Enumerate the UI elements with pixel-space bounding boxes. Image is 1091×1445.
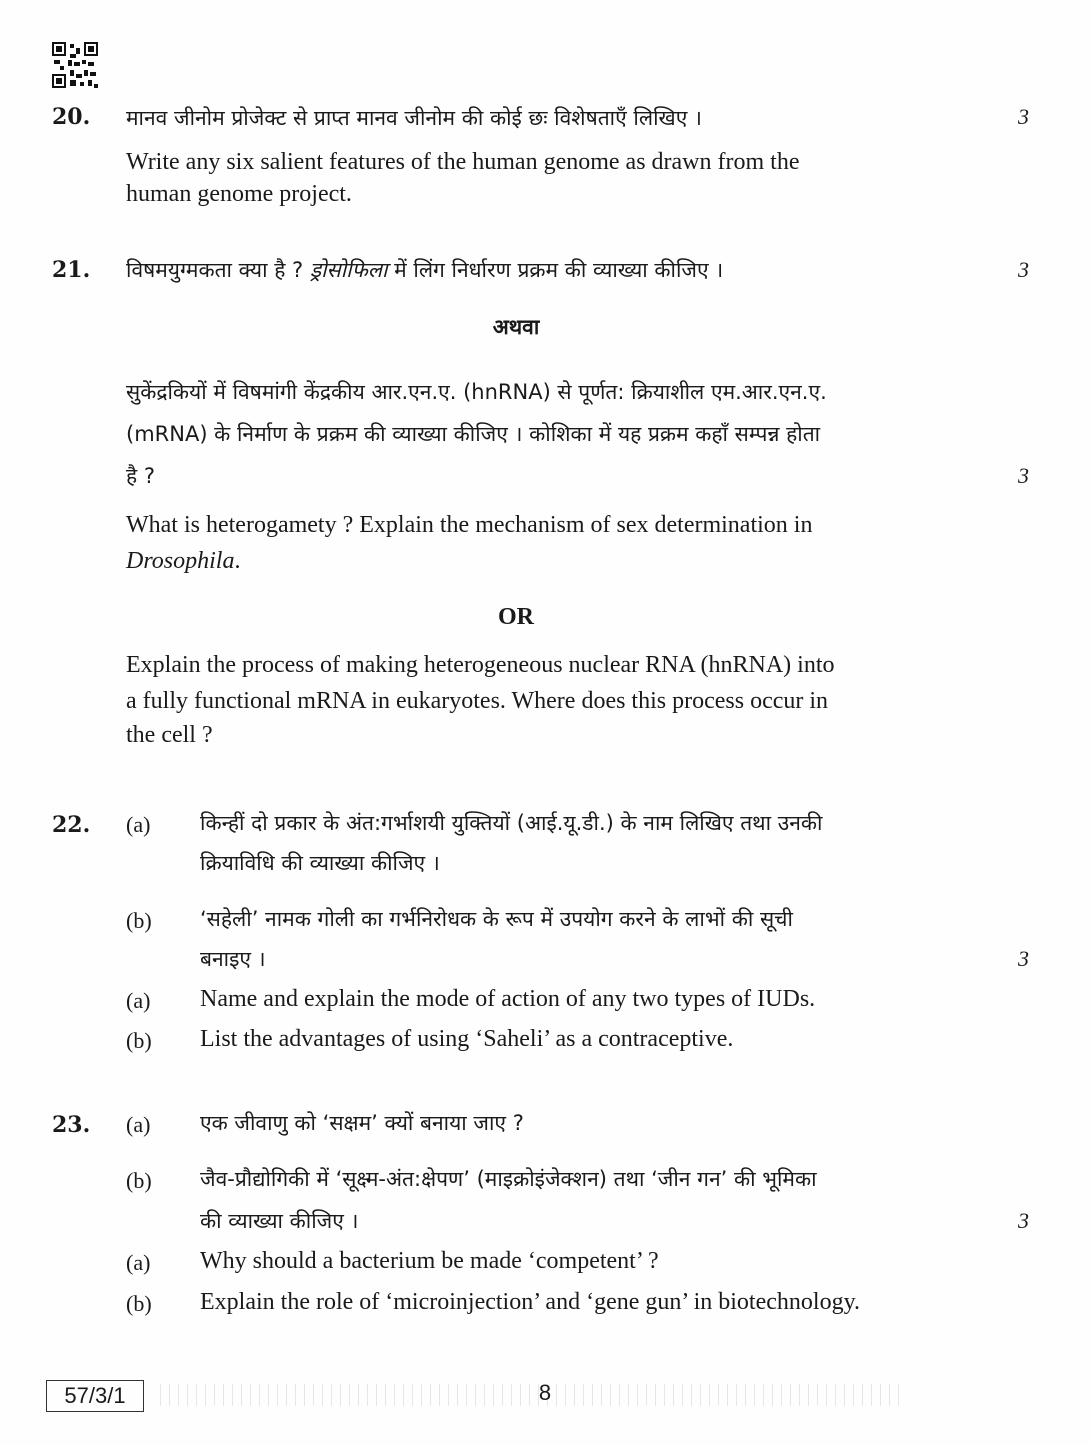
q21-hindi-text xyxy=(126,250,723,290)
q22-b-hindi-line-1: ‘सहेली’ नामक गोली का गर्भनिरोधक के रूप में उपयोग करने के लाभों की सूची xyxy=(200,907,793,931)
q23-a-english: Why should a bacterium be made ‘competent’ ? xyxy=(200,1248,659,1274)
q21-alt-hindi-line-1: सुकेंद्रकियों में विषमांगी केंद्रकीय आर.एन.ए. (hnRNA) से पूर्णत: क्रियाशील एम.आर.एन.ए. xyxy=(126,380,827,404)
question-number-22: 22. xyxy=(52,812,91,838)
q20-hindi-text: मानव जीनोम प्रोजेक्ट से प्राप्त मानव जीनोम की कोई छः विशेषताएँ लिखिए । xyxy=(126,106,702,130)
q21-marks: 3 xyxy=(1018,257,1029,282)
q21-or-hindi: अथवा xyxy=(492,315,540,339)
question-number-20: 20. xyxy=(52,104,91,130)
question-number-23: 23. xyxy=(52,1112,91,1138)
q23-b-hindi-line-2: की व्याख्या कीजिए । xyxy=(200,1209,359,1233)
q21-english-tail: . xyxy=(234,548,241,574)
q20-marks: 3 xyxy=(1018,104,1029,129)
q22-a-hindi-line-1: किन्हीं दो प्रकार के अंत:गर्भाशयी युक्तियों (आई.यू.डी.) के नाम लिखिए तथा उनकी xyxy=(200,811,823,835)
q21-alt-hindi-line-3: है ? xyxy=(126,464,155,488)
q23-b-hindi-line-1: जैव-प्रौद्योगिकी में ‘सूक्ष्म-अंत:क्षेपण’ (माइक्रोइंजेक्शन) तथा ‘जीन गन’ की भूमिका xyxy=(200,1167,817,1191)
q20-english-line-2: human genome project. xyxy=(126,181,352,207)
paper-code-box: 57/3/1 xyxy=(46,1380,144,1412)
q23-b-english: Explain the role of ‘microinjection’ and ‘gene gun’ in biotechnology. xyxy=(200,1289,861,1315)
q22-b-label: (b) xyxy=(126,908,152,933)
q22-a-label-en: (a) xyxy=(126,988,151,1013)
q23-b-label: (b) xyxy=(126,1168,152,1193)
q22-b-label-en: (b) xyxy=(126,1028,152,1053)
q22-a-label: (a) xyxy=(126,812,151,837)
page-number: 8 xyxy=(538,1380,552,1405)
q23-a-label: (a) xyxy=(126,1112,151,1137)
q20-english-line-1: Write any six salient features of the human genome as drawn from the xyxy=(126,149,800,175)
q22-b-hindi-line-2: बनाइए । xyxy=(200,947,266,971)
q21-alt-english-line-3: the cell ? xyxy=(126,722,213,748)
q23-marks: 3 xyxy=(1018,1208,1029,1233)
q21-english-line-1: What is heterogamety ? Explain the mechanism of sex determination in xyxy=(126,512,813,538)
q21-alt-hindi-line-2: (mRNA) के निर्माण के प्रक्रम की व्याख्या कीजिए । कोशिका में यह प्रक्रम कहाँ सम्पन्न होता xyxy=(126,422,821,446)
q21-alt-english-line-2: a fully functional mRNA in eukaryotes. Where does this process occur in xyxy=(126,688,829,714)
q21-english-italic: Drosophila xyxy=(126,548,235,574)
qr-code-icon xyxy=(52,42,98,88)
q22-b-english: List the advantages of using ‘Saheli’ as a contraceptive. xyxy=(200,1026,734,1052)
q23-a-hindi: एक जीवाणु को ‘सक्षम’ क्यों बनाया जाए ? xyxy=(200,1111,524,1135)
q21-alt-marks: 3 xyxy=(1018,463,1029,488)
q23-a-label-en: (a) xyxy=(126,1250,151,1275)
q21-or-english: OR xyxy=(498,604,534,630)
q21-english-line-2 xyxy=(126,544,240,578)
q21-alt-english-line-1: Explain the process of making heterogeneous nuclear RNA (hnRNA) into xyxy=(126,652,835,678)
q23-b-label-en: (b) xyxy=(126,1291,152,1316)
q21-hindi-post: में लिंग निर्धारण प्रक्रम की व्याख्या कीजिए । xyxy=(387,258,724,282)
q22-a-english: Name and explain the mode of action of any two types of IUDs. xyxy=(200,986,816,1012)
q21-hindi-italic: ड्रोसोफिला xyxy=(309,258,388,282)
q22-marks: 3 xyxy=(1018,946,1029,971)
question-number-21: 21. xyxy=(52,257,91,283)
q21-hindi-pre: विषमयुग्मकता क्या है ? xyxy=(126,258,310,282)
q22-a-hindi-line-2: क्रियाविधि की व्याख्या कीजिए । xyxy=(200,851,440,875)
